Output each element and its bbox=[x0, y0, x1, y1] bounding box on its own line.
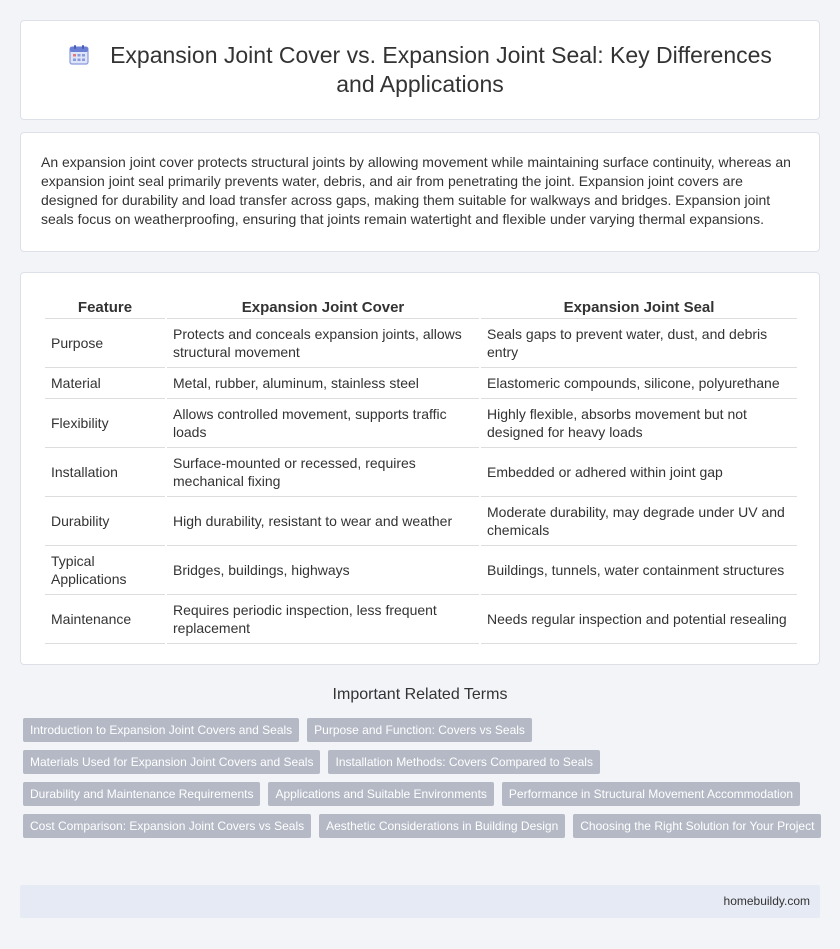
related-terms-heading: Important Related Terms bbox=[332, 686, 508, 703]
page-title-text: Expansion Joint Cover vs. Expansion Joint Seal: Key Differences and Applications bbox=[110, 42, 772, 97]
footer bbox=[20, 885, 820, 918]
related-terms-list bbox=[23, 718, 823, 838]
seal-cell: Highly flexible, absorbs movement but not designed for heavy loads bbox=[481, 399, 797, 448]
seal-cell: Needs regular inspection and potential resealing bbox=[481, 595, 797, 644]
column-header-seal: Expansion Joint Seal bbox=[481, 295, 797, 319]
related-term-tag[interactable]: Materials Used for Expansion Joint Covers and Seals bbox=[23, 750, 320, 774]
related-term-tag[interactable]: Installation Methods: Covers Compared to Seals bbox=[328, 750, 599, 774]
cover-cell: Surface-mounted or recessed, requires mechanical fixing bbox=[167, 448, 479, 497]
cover-cell: Bridges, buildings, highways bbox=[167, 546, 479, 595]
related-term-tag[interactable]: Introduction to Expansion Joint Covers and Seals bbox=[23, 718, 299, 742]
seal-cell: Seals gaps to prevent water, dust, and debris entry bbox=[481, 319, 797, 368]
feature-cell: Installation bbox=[45, 448, 165, 497]
cover-cell: High durability, resistant to wear and weather bbox=[167, 497, 479, 546]
seal-cell: Buildings, tunnels, water containment structures bbox=[481, 546, 797, 595]
feature-cell: Material bbox=[45, 368, 165, 399]
comparison-table-card bbox=[20, 272, 820, 665]
related-term-tag[interactable]: Applications and Suitable Environments bbox=[268, 782, 493, 806]
table-row bbox=[45, 399, 797, 448]
intro-paragraph: An expansion joint cover protects structural joints by allowing movement while maintaining surface continuity, whereas an expansion joint seal primarily prevents water, debris, and air from penetrating the joint. Expansion joint covers are designed for durability and load transfer across gaps, making them suitable for walkways and bridges. Expansion joint seals focus on weatherproofing, ensuring that joints remain watertight and flexible under varying thermal expansions. bbox=[41, 154, 791, 227]
related-term-tag[interactable]: Choosing the Right Solution for Your Project bbox=[573, 814, 821, 838]
table-row bbox=[45, 368, 797, 399]
table-row bbox=[45, 546, 797, 595]
related-term-tag[interactable]: Performance in Structural Movement Accommodation bbox=[502, 782, 800, 806]
feature-cell: Maintenance bbox=[45, 595, 165, 644]
title-card bbox=[20, 20, 820, 120]
seal-cell: Elastomeric compounds, silicone, polyurethane bbox=[481, 368, 797, 399]
table-row bbox=[45, 497, 797, 546]
table-row bbox=[45, 448, 797, 497]
related-term-tag[interactable]: Aesthetic Considerations in Building Design bbox=[319, 814, 565, 838]
related-term-tag[interactable]: Durability and Maintenance Requirements bbox=[23, 782, 260, 806]
feature-cell: Purpose bbox=[45, 319, 165, 368]
cover-cell: Allows controlled movement, supports traffic loads bbox=[167, 399, 479, 448]
related-term-tag[interactable]: Purpose and Function: Covers vs Seals bbox=[307, 718, 532, 742]
calendar-icon bbox=[68, 44, 90, 66]
seal-cell: Moderate durability, may degrade under UV and chemicals bbox=[481, 497, 797, 546]
seal-cell: Embedded or adhered within joint gap bbox=[481, 448, 797, 497]
feature-cell: Flexibility bbox=[45, 399, 165, 448]
cover-cell: Metal, rubber, aluminum, stainless steel bbox=[167, 368, 479, 399]
feature-cell: Durability bbox=[45, 497, 165, 546]
column-header-feature: Feature bbox=[45, 295, 165, 319]
table-row bbox=[45, 319, 797, 368]
column-header-cover: Expansion Joint Cover bbox=[167, 295, 479, 319]
table-row bbox=[45, 595, 797, 644]
comparison-table bbox=[43, 295, 799, 644]
table-header-row bbox=[45, 295, 797, 319]
cover-cell: Protects and conceals expansion joints, allows structural movement bbox=[167, 319, 479, 368]
footer-site-link[interactable]: homebuildy.com bbox=[723, 894, 810, 908]
related-term-tag[interactable]: Cost Comparison: Expansion Joint Covers vs Seals bbox=[23, 814, 311, 838]
feature-cell: Typical Applications bbox=[45, 546, 165, 595]
cover-cell: Requires periodic inspection, less frequent replacement bbox=[167, 595, 479, 644]
page-title bbox=[51, 41, 789, 99]
intro-card bbox=[20, 132, 820, 252]
